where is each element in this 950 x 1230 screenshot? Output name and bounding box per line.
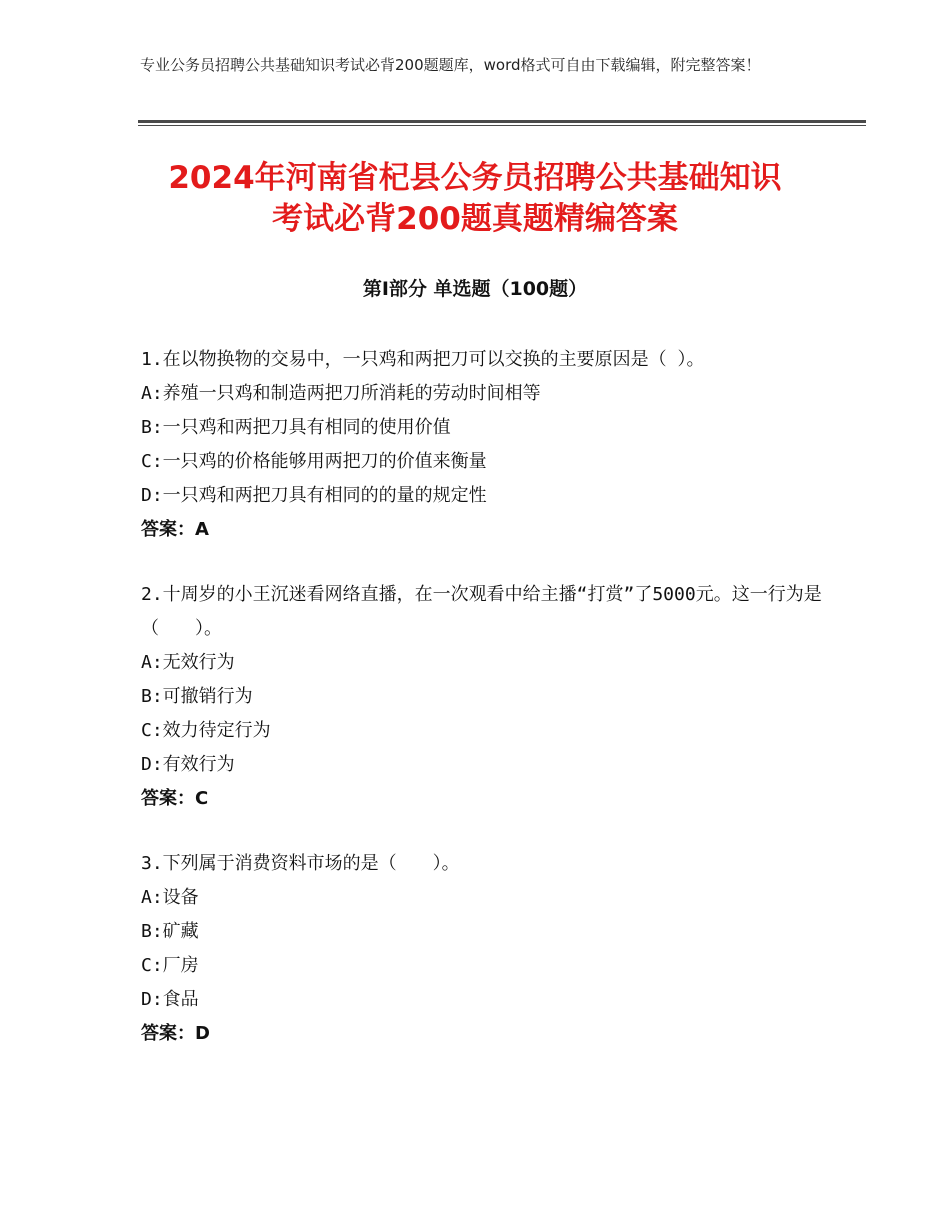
header-divider-thin [138,125,866,126]
header-divider [138,120,866,123]
answer: 答案：A [141,519,209,540]
answer: 答案：D [141,1023,210,1044]
document-title-line-2: 考试必背200题真题精编答案 [272,201,678,237]
option-b: B:矿藏 [141,921,199,942]
option-c: C:一只鸡的价格能够用两把刀的价值来衡量 [141,451,487,472]
question-stem: 2.十周岁的小王沉迷看网络直播，在一次观看中给主播“打赏”了5000元。这一行为是（ ）。 [141,584,822,639]
answer: 答案：C [141,788,209,809]
question-1 [141,343,831,547]
document-title-line-1: 2024年河南省杞县公务员招聘公共基础知识 [168,160,782,196]
option-a: A:设备 [141,887,199,908]
option-c: C:厂房 [141,955,199,976]
option-d: D:食品 [141,989,199,1010]
document-title [100,158,850,240]
question-stem: 3.下列属于消费资料市场的是（ ）。 [141,853,460,874]
option-a: A:无效行为 [141,652,235,673]
option-d: D:一只鸡和两把刀具有相同的的量的规定性 [141,485,487,506]
option-b: B:一只鸡和两把刀具有相同的使用价值 [141,417,451,438]
question-3 [141,847,831,1051]
option-a: A:养殖一只鸡和制造两把刀所消耗的劳动时间相等 [141,383,541,404]
option-c: C:效力待定行为 [141,720,271,741]
option-b: B:可撤销行为 [141,686,253,707]
header-note: 专业公务员招聘公共基础知识考试必背200题题库，word格式可自由下载编辑，附完整答案！ [140,56,761,74]
option-d: D:有效行为 [141,754,235,775]
question-stem: 1.在以物换物的交易中，一只鸡和两把刀可以交换的主要原因是（ ）。 [141,349,705,370]
question-2 [141,578,831,816]
question-list [141,343,831,1082]
section-title: 第Ⅰ部分 单选题（100题） [362,278,588,300]
